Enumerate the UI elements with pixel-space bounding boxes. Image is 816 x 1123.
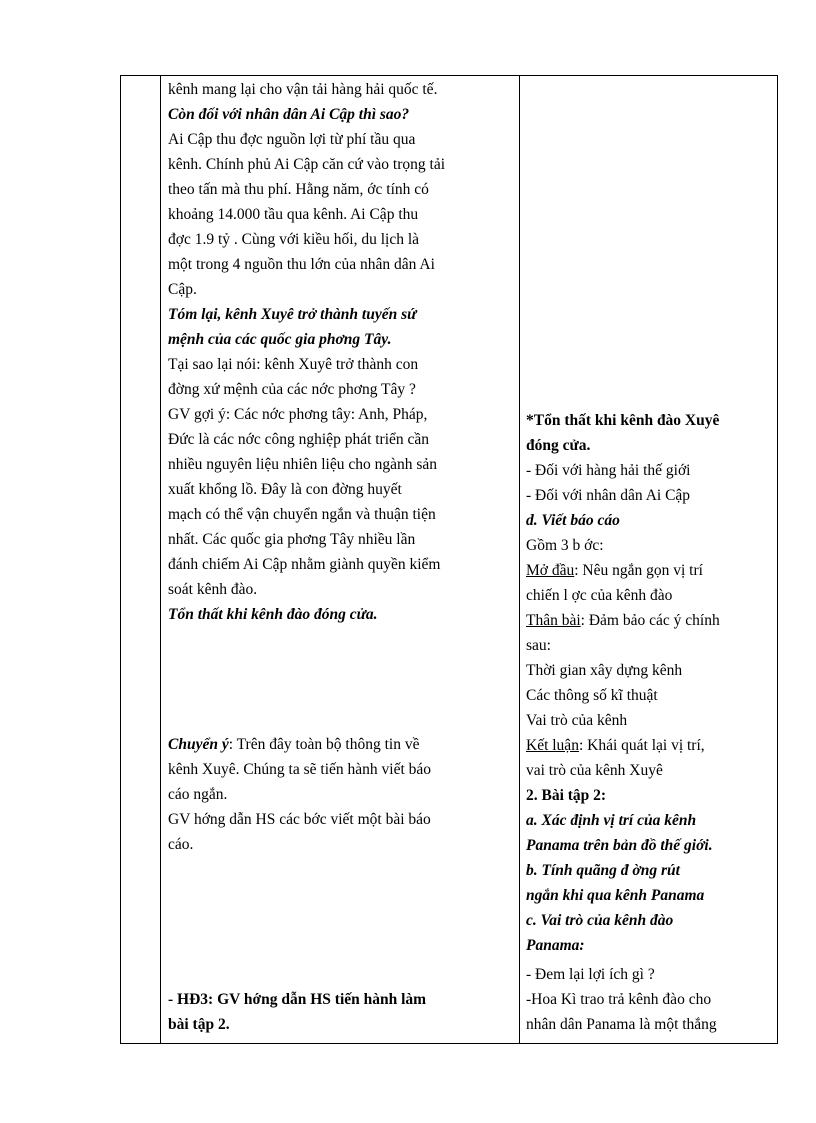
- list-item: - Đối với nhân dân Ai Cập: [526, 487, 691, 504]
- text-line: GV gợi ý: Các nớc phơng tây: Anh, Pháp,: [168, 406, 428, 423]
- text-line: đánh chiếm Ai Cập nhằm giành quyền kiểm: [168, 556, 441, 573]
- loss-heading: Tổn thất khi kênh đào đóng cửa.: [168, 606, 378, 623]
- activity-heading: bài tập 2.: [168, 1016, 230, 1033]
- exercise-heading: 2. Bài tập 2:: [526, 787, 607, 804]
- text-line: Cập.: [168, 281, 197, 298]
- exercise-item: a. Xác định vị trí của kênh: [526, 812, 697, 829]
- teacher-activity-column: [168, 76, 516, 1043]
- content-column: [526, 76, 776, 1043]
- text-line: mạch có thể vận chuyển ngắn và thuận tiện: [168, 506, 436, 523]
- list-item: Thời gian xây dựng kênh: [526, 662, 683, 679]
- text-line: khoảng 14.000 tầu qua kênh. Ai Cập thu: [168, 206, 419, 223]
- report-parts: Gồm 3 b ớc:: [526, 537, 604, 554]
- intro-line: Mở đầu: Nêu ngắn gọn vị trí: [526, 562, 703, 579]
- conclusion-line: Kết luận: Khái quát lại vị trí,: [526, 737, 705, 754]
- lesson-table: [120, 75, 778, 1044]
- text-line: đờng xứ mệnh của các nớc phơng Tây ?: [168, 381, 416, 398]
- exercise-item: c. Vai trò của kênh đào: [526, 912, 674, 929]
- column-divider: [519, 76, 520, 1043]
- text-line: Tại sao lại nói: kênh Xuyê trở thành con: [168, 356, 419, 373]
- text-line: xuất khổng lồ. Đây là con đờng huyết: [168, 481, 402, 498]
- text-line: cáo.: [168, 836, 194, 853]
- text-line: kênh mang lại cho vận tải hàng hải quốc tế.: [168, 81, 438, 98]
- text-line: kênh Xuyê. Chúng ta sẽ tiến hành viết báo: [168, 761, 432, 778]
- text-line: kênh. Chính phủ Ai Cập căn cứ vào trọng tải: [168, 156, 446, 173]
- text-line: chiến l ợc của kênh đào: [526, 587, 673, 604]
- text-line: theo tấn mà thu phí. Hằng năm, ớc tính có: [168, 181, 429, 198]
- list-item: Các thông số kĩ thuật: [526, 687, 658, 704]
- text-line: - Đem lại lợi ích gì ?: [526, 966, 655, 983]
- exercise-item: b. Tính quãng đ ờng rút: [526, 862, 680, 879]
- column-divider: [160, 76, 161, 1043]
- list-item: - Đối với hàng hải thế giới: [526, 462, 691, 479]
- list-item: Vai trò của kênh: [526, 712, 628, 729]
- transition-line: Chuyển ý: Trên đây toàn bộ thông tin về: [168, 736, 420, 753]
- text-line: sau:: [526, 637, 551, 654]
- exercise-item: ngắn khi qua kênh Panama: [526, 887, 705, 904]
- summary-heading: Tóm lại, kênh Xuyê trở thành tuyến sứ: [168, 306, 417, 323]
- text-line: vai trò của kênh Xuyê: [526, 762, 663, 779]
- text-line: Đức là các nớc công nghiệp phát triển cần: [168, 431, 430, 448]
- text-line: soát kênh đào.: [168, 581, 258, 598]
- text-line: Ai Cập thu đợc nguồn lợi từ phí tầu qua: [168, 131, 416, 148]
- loss-heading: đóng cửa.: [526, 437, 591, 454]
- loss-heading: *Tổn thất khi kênh đào Xuyê: [526, 412, 720, 429]
- text-line: GV hớng dẫn HS các bớc viết một bài báo: [168, 811, 431, 828]
- text-line: một trong 4 nguồn thu lớn của nhân dân Ai: [168, 256, 435, 273]
- exercise-item: Panama trên bản đồ thế giới.: [526, 837, 713, 854]
- body-line: Thân bài: Đảm bảo các ý chính: [526, 612, 720, 629]
- text-line: -Hoa Kì trao trả kênh đào cho: [526, 991, 712, 1008]
- text-line: nhiều nguyên liệu nhiên liệu cho ngành sản: [168, 456, 438, 473]
- exercise-item: Panama:: [526, 937, 585, 954]
- question-heading: Còn đối với nhân dân Ai Cập thì sao?: [168, 106, 410, 123]
- text-line: nhân dân Panama là một thắng: [526, 1016, 717, 1033]
- text-line: đợc 1.9 tỷ . Cùng với kiều hối, du lịch là: [168, 231, 420, 248]
- text-line: cáo ngắn.: [168, 786, 228, 803]
- text-line: nhất. Các quốc gia phơng Tây nhiều lần: [168, 531, 416, 548]
- transition-lead: Chuyển ý: [168, 736, 229, 753]
- report-heading: d. Viết báo cáo: [526, 512, 620, 529]
- summary-heading: mệnh của các quốc gia phơng Tây.: [168, 331, 392, 348]
- activity-heading: - HĐ3: GV hớng dẫn HS tiến hành làm: [168, 991, 427, 1008]
